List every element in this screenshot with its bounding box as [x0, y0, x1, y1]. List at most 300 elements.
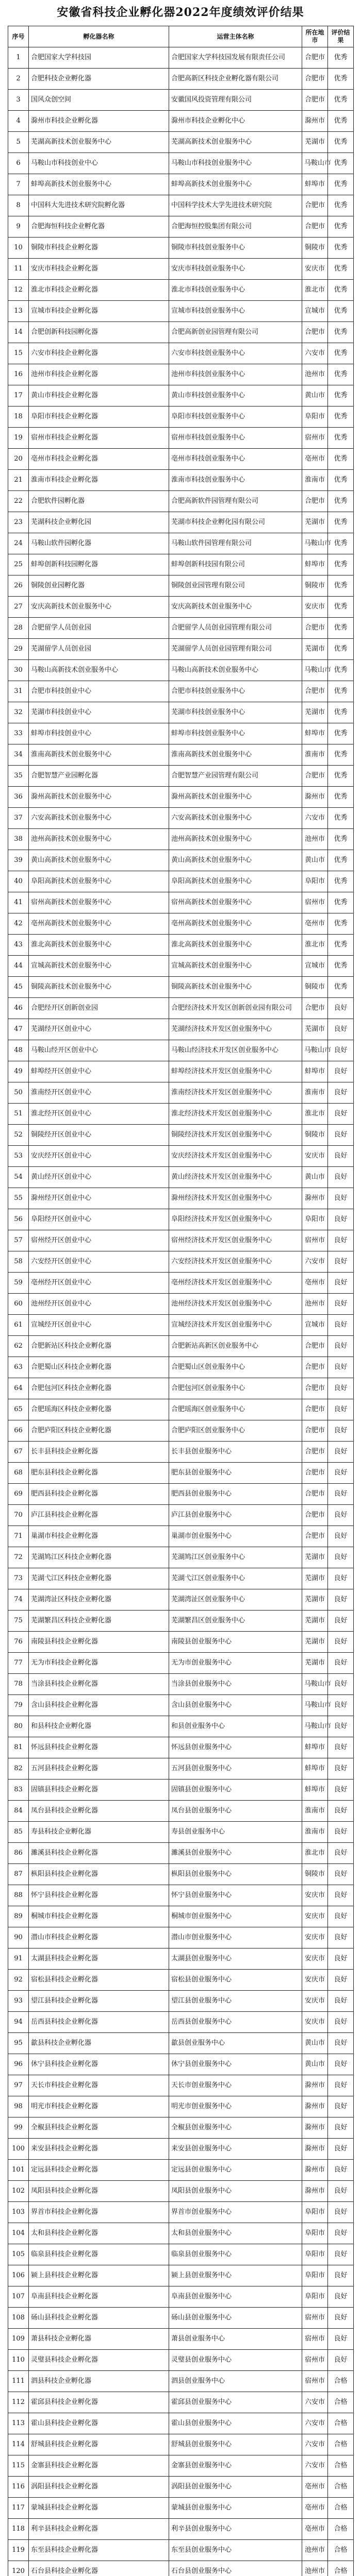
- row-number: 32: [8, 702, 29, 723]
- incubator-name: 蚌埠市科技创业中心: [29, 723, 169, 744]
- row-number: 98: [8, 2096, 29, 2117]
- table-row: [8, 871, 354, 892]
- row-number: 33: [8, 723, 29, 744]
- incubator-name: 霍山县科技企业孵化器: [29, 2413, 169, 2434]
- table-row: [8, 2202, 354, 2223]
- row-number: 74: [8, 1589, 29, 1611]
- row-number: 88: [8, 1885, 29, 1906]
- city: 黄山市: [302, 385, 328, 406]
- table-row: [8, 1991, 354, 2012]
- city: 合肥市: [302, 195, 328, 216]
- evaluation-result: 良好: [328, 1843, 354, 1864]
- city: 铜陵市: [302, 575, 328, 597]
- incubator-name: 蚌埠经开区创业中心: [29, 1061, 169, 1082]
- incubator-name: 淮南市科技企业孵化器: [29, 470, 169, 491]
- operator-name: 淮南经济技术开发区创业服务中心: [169, 1082, 302, 1104]
- city: 阜阳市: [302, 2244, 328, 2265]
- city: 宣城市: [302, 1315, 328, 1336]
- row-number: 55: [8, 1188, 29, 1209]
- operator-name: 固镇县创业服务中心: [169, 1780, 302, 1801]
- evaluation-result: 优秀: [328, 829, 354, 850]
- evaluation-result: 良好: [328, 1399, 354, 1420]
- incubator-name: 宣城市科技企业孵化器: [29, 301, 169, 322]
- evaluation-result: 良好: [328, 1019, 354, 1040]
- table-row: [8, 1082, 354, 1104]
- incubator-name: 淮北市科技企业孵化器: [29, 280, 169, 301]
- operator-name: 淮北经济技术开发区创业服务中心: [169, 1104, 302, 1125]
- operator-name: 含山县创业服务中心: [169, 1695, 302, 1716]
- evaluation-table: [8, 26, 354, 2576]
- city: 芜湖市: [302, 1568, 328, 1589]
- evaluation-result: 良好: [328, 1801, 354, 1822]
- table-row: [8, 1188, 354, 1209]
- row-number: 21: [8, 470, 29, 491]
- city: 淮南市: [302, 1082, 328, 1104]
- evaluation-result: 良好: [328, 1188, 354, 1209]
- row-number: 38: [8, 829, 29, 850]
- incubator-name: 六安经开区创业中心: [29, 1251, 169, 1273]
- operator-name: 怀远县创业服务中心: [169, 1737, 302, 1758]
- row-number: 28: [8, 618, 29, 639]
- operator-name: 岳西县创业服务中心: [169, 2012, 302, 2033]
- row-number: 17: [8, 385, 29, 406]
- table-row: [8, 575, 354, 597]
- incubator-name: 岳西县科技企业孵化器: [29, 2012, 169, 2033]
- operator-name: 界首市创业服务中心: [169, 2202, 302, 2223]
- evaluation-result: 良好: [328, 1695, 354, 1716]
- incubator-name: 滁州经开区创业中心: [29, 1188, 169, 1209]
- operator-name: 安庆经济技术开发区创业服务中心: [169, 1146, 302, 1167]
- table-row: [8, 1589, 354, 1611]
- evaluation-result: 良好: [328, 1378, 354, 1399]
- row-number: 39: [8, 850, 29, 871]
- table-row: [8, 2350, 354, 2371]
- operator-name: 池州高新技术创业服务中心: [169, 829, 302, 850]
- incubator-name: 合肥市科技创业中心: [29, 681, 169, 702]
- evaluation-result: 优秀: [328, 132, 354, 153]
- row-number: 30: [8, 660, 29, 681]
- table-row: [8, 2033, 354, 2054]
- row-number: 49: [8, 1061, 29, 1082]
- operator-name: 安徽国风投资管理有限公司: [169, 90, 302, 111]
- city: 六安市: [302, 343, 328, 364]
- evaluation-result: 合格: [328, 2477, 354, 2498]
- table-row: [8, 301, 354, 322]
- operator-name: 霍邱县创业服务中心: [169, 2392, 302, 2413]
- table-row: [8, 449, 354, 470]
- city: 六安市: [302, 808, 328, 829]
- incubator-name: 六安高新技术创业服务中心: [29, 808, 169, 829]
- table-row: [8, 1040, 354, 1061]
- row-number: 68: [8, 1463, 29, 1484]
- city: 马鞍山市: [302, 153, 328, 174]
- incubator-name: 阜阳市科技企业孵化器: [29, 406, 169, 428]
- table-row: [8, 1209, 354, 1230]
- table-row: [8, 1125, 354, 1146]
- operator-name: 利辛县创业服务中心: [169, 2519, 302, 2540]
- operator-name: 合肥高新软件园管理有限公司: [169, 491, 302, 512]
- city: 亳州市: [302, 2519, 328, 2540]
- incubator-name: 长丰县科技企业孵化器: [29, 1442, 169, 1463]
- table-row: [8, 1420, 354, 1442]
- evaluation-result: 优秀: [328, 153, 354, 174]
- row-number: 86: [8, 1843, 29, 1864]
- row-number: 37: [8, 808, 29, 829]
- evaluation-result: 合格: [328, 2498, 354, 2519]
- city: 宿州市: [302, 2350, 328, 2371]
- row-number: 44: [8, 956, 29, 977]
- row-number: 29: [8, 639, 29, 660]
- row-number: 106: [8, 2265, 29, 2286]
- row-number: 99: [8, 2117, 29, 2139]
- table-row: [8, 238, 354, 259]
- city: 合肥市: [302, 90, 328, 111]
- table-row: [8, 406, 354, 428]
- row-number: 76: [8, 1632, 29, 1653]
- incubator-name: 池州经开区创业中心: [29, 1294, 169, 1315]
- evaluation-result: 良好: [328, 1146, 354, 1167]
- row-number: 42: [8, 913, 29, 935]
- incubator-name: 霍邱县科技企业孵化器: [29, 2392, 169, 2413]
- operator-name: 马鞍山经济技术开发区创业服务中心: [169, 1040, 302, 1061]
- incubator-name: 六安市科技企业孵化器: [29, 343, 169, 364]
- city: 安庆市: [302, 1948, 328, 1970]
- row-number: 58: [8, 1251, 29, 1273]
- evaluation-result: 良好: [328, 2075, 354, 2096]
- row-number: 85: [8, 1822, 29, 1843]
- operator-name: 安庆高新技术创业服务中心: [169, 597, 302, 618]
- evaluation-result: 优秀: [328, 364, 354, 385]
- city: 合肥市: [302, 47, 328, 69]
- table-row: [8, 1167, 354, 1188]
- row-number: 109: [8, 2329, 29, 2350]
- table-row: [8, 1526, 354, 1547]
- operator-name: 合肥市科技创业服务中心: [169, 681, 302, 702]
- incubator-name: 无为市科技企业孵化器: [29, 1653, 169, 1674]
- city: 蚌埠市: [302, 723, 328, 744]
- city: 阜阳市: [302, 2265, 328, 2286]
- operator-name: 宿松县创业服务中心: [169, 1970, 302, 1991]
- city: 宣城市: [302, 301, 328, 322]
- table-row: [8, 1146, 354, 1167]
- city: 宣城市: [302, 956, 328, 977]
- table-row: [8, 1315, 354, 1336]
- city: 池州市: [302, 2540, 328, 2561]
- incubator-name: 蚌埠高新技术创业服务中心: [29, 174, 169, 195]
- row-number: 18: [8, 406, 29, 428]
- city: 滁州市: [302, 2139, 328, 2160]
- incubator-name: 合肥经开区创新创业园: [29, 998, 169, 1019]
- table-row: [8, 2054, 354, 2075]
- city: 宿州市: [302, 2308, 328, 2329]
- operator-name: 黄山市科技创业服务中心: [169, 385, 302, 406]
- row-number: 53: [8, 1146, 29, 1167]
- row-number: 66: [8, 1420, 29, 1442]
- row-number: 100: [8, 2139, 29, 2160]
- city: 亳州市: [302, 2477, 328, 2498]
- row-number: 36: [8, 787, 29, 808]
- row-number: 69: [8, 1484, 29, 1505]
- incubator-name: 芜湖鸠江区科技企业孵化器: [29, 1547, 169, 1568]
- city: 蚌埠市: [302, 1737, 328, 1758]
- table-row: [8, 343, 354, 364]
- operator-name: 来安县创业服务中心: [169, 2139, 302, 2160]
- incubator-name: 含山县科技企业孵化器: [29, 1695, 169, 1716]
- operator-name: 六安市科技创业服务中心: [169, 343, 302, 364]
- evaluation-result: 优秀: [328, 47, 354, 69]
- table-row: [8, 47, 354, 69]
- operator-name: 芜湖湾沚区创业服务中心: [169, 1589, 302, 1611]
- incubator-name: 利辛县科技企业孵化器: [29, 2519, 169, 2540]
- operator-name: 石台县创业服务中心: [169, 2561, 302, 2576]
- incubator-name: 宿州高新技术创业服务中心: [29, 892, 169, 913]
- evaluation-result: 优秀: [328, 723, 354, 744]
- city: 蚌埠市: [302, 554, 328, 575]
- row-number: 5: [8, 132, 29, 153]
- operator-name: 涡阳县创业服务中心: [169, 2477, 302, 2498]
- incubator-name: 亳州高新技术创业服务中心: [29, 913, 169, 935]
- table-row: [8, 2329, 354, 2350]
- row-number: 104: [8, 2223, 29, 2244]
- evaluation-result: 良好: [328, 1864, 354, 1885]
- operator-name: 合肥经济技术开发区创新创业园有限公司: [169, 998, 302, 1019]
- city: 芜湖市: [302, 1589, 328, 1611]
- evaluation-result: 良好: [328, 1505, 354, 1526]
- incubator-name: 合肥软件园孵化器: [29, 491, 169, 512]
- evaluation-result: 优秀: [328, 195, 354, 216]
- incubator-name: 怀远县科技企业孵化器: [29, 1737, 169, 1758]
- header-no: 序号: [8, 26, 29, 47]
- incubator-name: 芜湖科技企业孵化园: [29, 512, 169, 533]
- city: 铜陵市: [302, 977, 328, 998]
- evaluation-result: 良好: [328, 1611, 354, 1632]
- header-incubator-name: 孵化器名称: [29, 26, 169, 47]
- operator-name: 合肥高新区科技企业孵化器有限公司: [169, 69, 302, 90]
- evaluation-result: 合格: [328, 2540, 354, 2561]
- table-row: [8, 1674, 354, 1695]
- table-row: [8, 660, 354, 681]
- evaluation-result: 合格: [328, 2455, 354, 2477]
- evaluation-result: 优秀: [328, 512, 354, 533]
- row-number: 45: [8, 977, 29, 998]
- table-row: [8, 618, 354, 639]
- table-row: [8, 935, 354, 956]
- row-number: 114: [8, 2434, 29, 2455]
- row-number: 81: [8, 1737, 29, 1758]
- incubator-name: 芜湖经开区创业中心: [29, 1019, 169, 1040]
- city: 马鞍山市: [302, 660, 328, 681]
- city: 合肥市: [302, 681, 328, 702]
- city: 阜阳市: [302, 871, 328, 892]
- evaluation-result: 良好: [328, 2117, 354, 2139]
- operator-name: 合肥庐阳区创业服务中心: [169, 1420, 302, 1442]
- evaluation-result: 优秀: [328, 681, 354, 702]
- table-row: [8, 850, 354, 871]
- table-row: [8, 1104, 354, 1125]
- city: 淮南市: [302, 1801, 328, 1822]
- table-row: [8, 1970, 354, 1991]
- row-number: 118: [8, 2519, 29, 2540]
- table-row: [8, 1547, 354, 1568]
- evaluation-result: 优秀: [328, 406, 354, 428]
- evaluation-result: 良好: [328, 2308, 354, 2329]
- evaluation-result: 良好: [328, 1104, 354, 1125]
- table-row: [8, 1273, 354, 1294]
- row-number: 77: [8, 1653, 29, 1674]
- row-number: 110: [8, 2350, 29, 2371]
- table-row: [8, 1061, 354, 1082]
- row-number: 15: [8, 343, 29, 364]
- table-row: [8, 1780, 354, 1801]
- evaluation-result: 良好: [328, 2160, 354, 2181]
- city: 淮南市: [302, 1822, 328, 1843]
- operator-name: 宣城高新技术创业服务中心: [169, 956, 302, 977]
- city: 芜湖市: [302, 132, 328, 153]
- table-row: [8, 1695, 354, 1716]
- row-number: 14: [8, 322, 29, 343]
- city: 滁州市: [302, 2117, 328, 2139]
- evaluation-result: 良好: [328, 1526, 354, 1547]
- incubator-name: 芜湖高新技术创业服务中心: [29, 132, 169, 153]
- evaluation-result: 合格: [328, 2519, 354, 2540]
- city: 阜阳市: [302, 2202, 328, 2223]
- incubator-name: 怀宁县科技企业孵化器: [29, 1885, 169, 1906]
- city: 安庆市: [302, 1991, 328, 2012]
- evaluation-result: 优秀: [328, 554, 354, 575]
- operator-name: 泗县创业服务中心: [169, 2371, 302, 2392]
- operator-name: 肥东县创业服务中心: [169, 1463, 302, 1484]
- city: 阜阳市: [302, 406, 328, 428]
- table-row: [8, 1463, 354, 1484]
- evaluation-result: 优秀: [328, 787, 354, 808]
- evaluation-result: 良好: [328, 2329, 354, 2350]
- operator-name: 阜南县创业服务中心: [169, 2286, 302, 2308]
- operator-name: 萧县创业服务中心: [169, 2329, 302, 2350]
- incubator-name: 当涂县科技企业孵化器: [29, 1674, 169, 1695]
- table-header-row: [8, 26, 354, 47]
- row-number: 51: [8, 1104, 29, 1125]
- evaluation-result: 合格: [328, 2561, 354, 2576]
- operator-name: 庐江县创业服务中心: [169, 1505, 302, 1526]
- incubator-name: 南陵县科技企业孵化器: [29, 1632, 169, 1653]
- operator-name: 宿州经济技术开发区创业服务中心: [169, 1230, 302, 1251]
- table-row: [8, 111, 354, 132]
- city: 芜湖市: [302, 1547, 328, 1568]
- incubator-name: 黄山经开区创业中心: [29, 1167, 169, 1188]
- header-result: 评价结果: [328, 26, 354, 47]
- city: 安庆市: [302, 1885, 328, 1906]
- operator-name: 五河县创业服务中心: [169, 1758, 302, 1780]
- row-number: 6: [8, 153, 29, 174]
- city: 合肥市: [302, 1420, 328, 1442]
- city: 马鞍山市: [302, 1674, 328, 1695]
- row-number: 4: [8, 111, 29, 132]
- city: 合肥市: [302, 1505, 328, 1526]
- operator-name: 合肥海恒控股集团有限公司: [169, 216, 302, 238]
- city: 安庆市: [302, 2012, 328, 2033]
- evaluation-result: 优秀: [328, 913, 354, 935]
- city: 合肥市: [302, 618, 328, 639]
- table-row: [8, 1948, 354, 1970]
- table-row: [8, 1906, 354, 1927]
- incubator-name: 铜陵经开区创业中心: [29, 1125, 169, 1146]
- row-number: 102: [8, 2181, 29, 2202]
- operator-name: 淮南高新技术创业服务中心: [169, 744, 302, 766]
- evaluation-result: 良好: [328, 1167, 354, 1188]
- evaluation-result: 优秀: [328, 977, 354, 998]
- evaluation-result: 良好: [328, 1547, 354, 1568]
- table-row: [8, 1336, 354, 1357]
- operator-name: 马鞍山高新技术创业服务中心: [169, 660, 302, 681]
- evaluation-result: 良好: [328, 1948, 354, 1970]
- city: 滁州市: [302, 2160, 328, 2181]
- evaluation-result: 良好: [328, 1209, 354, 1230]
- incubator-name: 淮北高新技术创业服务中心: [29, 935, 169, 956]
- row-number: 83: [8, 1780, 29, 1801]
- evaluation-result: 优秀: [328, 639, 354, 660]
- incubator-name: 蚌埠创新科技园孵化器: [29, 554, 169, 575]
- row-number: 19: [8, 428, 29, 449]
- operator-name: 合肥国家大学科技园发展有限责任公司: [169, 47, 302, 69]
- operator-name: 淮北市科技创业服务中心: [169, 280, 302, 301]
- table-row: [8, 2265, 354, 2286]
- row-number: 47: [8, 1019, 29, 1040]
- operator-name: 铜陵经济技术开发区创业服务中心: [169, 1125, 302, 1146]
- evaluation-result: 良好: [328, 1336, 354, 1357]
- city: 芜湖市: [302, 1019, 328, 1040]
- city: 合肥市: [302, 1463, 328, 1484]
- evaluation-result: 优秀: [328, 259, 354, 280]
- evaluation-result: 优秀: [328, 216, 354, 238]
- incubator-name: 滁州市科技企业孵化器: [29, 111, 169, 132]
- incubator-name: 桐城市科技企业孵化器: [29, 1906, 169, 1927]
- incubator-name: 安庆高新技术创业服务中心: [29, 597, 169, 618]
- table-row: [8, 512, 354, 533]
- incubator-name: 合肥创新科技园孵化器: [29, 322, 169, 343]
- header-location: 所在地市: [302, 26, 328, 47]
- evaluation-result: 良好: [328, 2096, 354, 2117]
- evaluation-result: 良好: [328, 1357, 354, 1378]
- city: 芜湖市: [302, 1653, 328, 1674]
- row-number: 56: [8, 1209, 29, 1230]
- city: 合肥市: [302, 69, 328, 90]
- evaluation-result: 合格: [328, 2434, 354, 2455]
- operator-name: 阜阳经济技术开发区创业服务中心: [169, 1209, 302, 1230]
- incubator-name: 涡阳县科技企业孵化器: [29, 2477, 169, 2498]
- evaluation-result: 优秀: [328, 470, 354, 491]
- city: 黄山市: [302, 2033, 328, 2054]
- table-row: [8, 280, 354, 301]
- table-row: [8, 132, 354, 153]
- evaluation-result: 良好: [328, 2265, 354, 2286]
- evaluation-result: 优秀: [328, 871, 354, 892]
- row-number: 24: [8, 533, 29, 554]
- evaluation-result: 良好: [328, 1315, 354, 1336]
- table-row: [8, 2434, 354, 2455]
- operator-name: 六安高新技术创业服务中心: [169, 808, 302, 829]
- operator-name: 无为市创业服务中心: [169, 1653, 302, 1674]
- evaluation-result: 优秀: [328, 702, 354, 723]
- table-row: [8, 153, 354, 174]
- operator-name: 明光市创业服务中心: [169, 2096, 302, 2117]
- operator-name: 蚌埠经济技术开发区创业服务中心: [169, 1061, 302, 1082]
- table-row: [8, 2561, 354, 2576]
- city: 阜阳市: [302, 1209, 328, 1230]
- operator-name: 淮南市科技创业服务中心: [169, 470, 302, 491]
- city: 滁州市: [302, 787, 328, 808]
- incubator-name: 灵璧县科技企业孵化器: [29, 2350, 169, 2371]
- table-row: [8, 2371, 354, 2392]
